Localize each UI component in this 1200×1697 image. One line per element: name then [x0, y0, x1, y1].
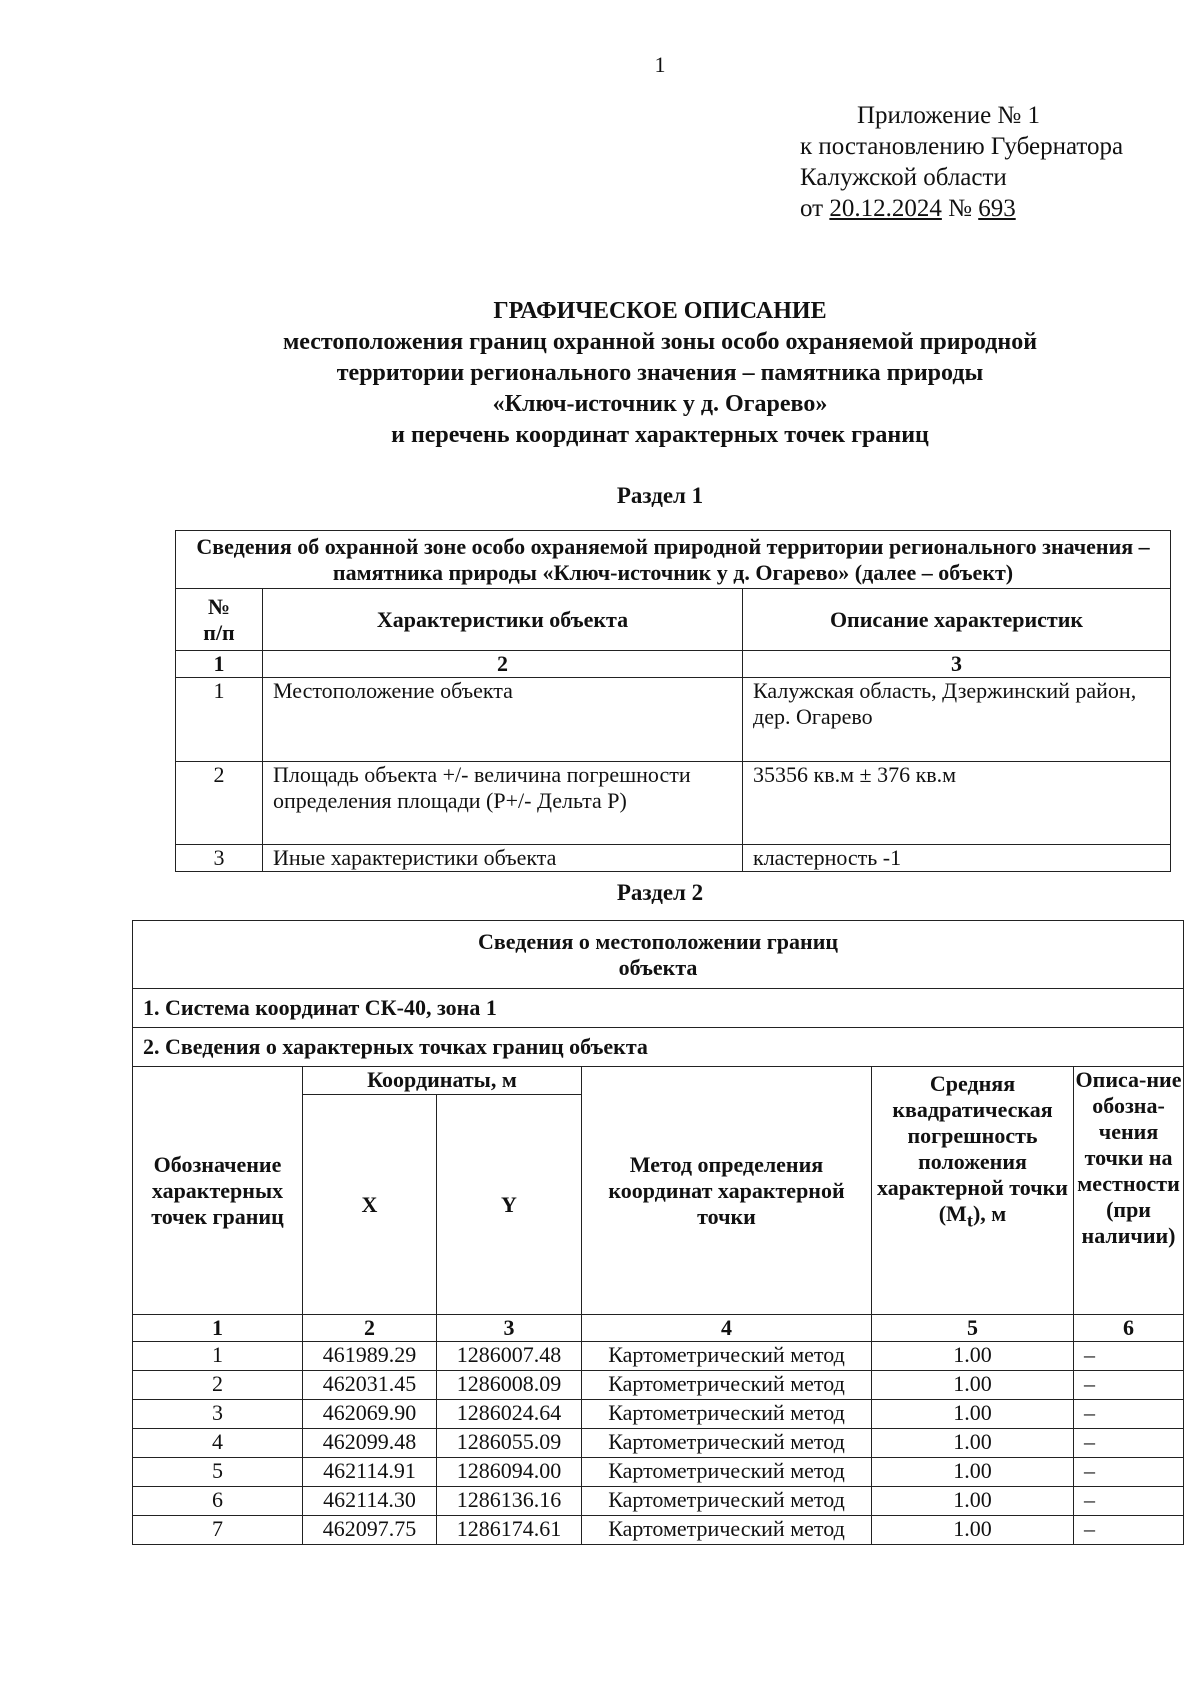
characteristic: Местоположение объекта — [263, 678, 743, 762]
point-id: 1 — [133, 1342, 303, 1371]
col-index: 2 — [303, 1315, 437, 1342]
decree-number: 693 — [978, 195, 1016, 222]
coord-y: 1286094.00 — [437, 1458, 582, 1487]
col-x-header: X — [303, 1095, 437, 1315]
appendix-line-2: к постановлению Губернатора — [800, 133, 1124, 160]
description-line: кластерность -1 — [753, 845, 902, 870]
document-title — [200, 296, 1120, 451]
coord-y: 1286055.09 — [437, 1429, 582, 1458]
col-index: 6 — [1074, 1315, 1184, 1342]
error-value: 1.00 — [872, 1458, 1074, 1487]
error-value: 1.00 — [872, 1400, 1074, 1429]
appendix-line-3: Калужской области — [800, 164, 1007, 191]
point-description: – — [1074, 1487, 1184, 1516]
characteristic: Площадь объекта +/- величина погрешности определения площади (P+/- Дельта P) — [263, 762, 743, 845]
col-error-unit: ), м — [972, 1201, 1007, 1226]
coord-y: 1286008.09 — [437, 1371, 582, 1400]
table-row — [133, 1342, 1184, 1371]
col-desc-header: Описание характеристик — [743, 589, 1171, 651]
col-coords-header: Координаты, м — [303, 1067, 582, 1095]
col-index: 3 — [437, 1315, 582, 1342]
error-value: 1.00 — [872, 1487, 1074, 1516]
appendix-line-1: Приложение № 1 — [857, 102, 1041, 129]
coord-y: 1286174.61 — [437, 1516, 582, 1545]
section-2-header-line: Сведения о местоположении границ — [477, 928, 839, 954]
title-line-2: местоположения границ охранной зоны особо охраняемой природной — [282, 329, 1038, 355]
table-row — [133, 1458, 1184, 1487]
table-row — [176, 845, 1171, 872]
point-id: 7 — [133, 1516, 303, 1545]
point-id: 5 — [133, 1458, 303, 1487]
date-prefix: от — [800, 195, 830, 222]
method: Картометрический метод — [582, 1400, 872, 1429]
coord-y: 1286136.16 — [437, 1487, 582, 1516]
point-id: 6 — [133, 1487, 303, 1516]
description — [743, 678, 1171, 762]
coord-x: 462097.75 — [303, 1516, 437, 1545]
number-prefix: № — [941, 195, 979, 222]
row-number: 1 — [176, 678, 263, 762]
description — [743, 762, 1171, 845]
method: Картометрический метод — [582, 1342, 872, 1371]
coord-y: 1286024.64 — [437, 1400, 582, 1429]
title-line-1: ГРАФИЧЕСКОЕ ОПИСАНИЕ — [493, 298, 827, 324]
point-description: – — [1074, 1400, 1184, 1429]
section-2-table — [132, 920, 1184, 1545]
col-error-text: Средняя квадратическая погрешность положения характерной точки (M — [877, 1071, 1068, 1226]
table-row — [133, 1487, 1184, 1516]
table-row — [133, 1400, 1184, 1429]
description-line: Калужская область, Дзержинский район, — [753, 678, 1137, 703]
point-id: 3 — [133, 1400, 303, 1429]
description — [743, 845, 1171, 872]
col-char-header: Характеристики объекта — [263, 589, 743, 651]
error-value: 1.00 — [872, 1342, 1074, 1371]
point-id: 4 — [133, 1429, 303, 1458]
col-method-header: Метод определения координат характерной точки — [582, 1067, 872, 1315]
point-description: – — [1074, 1371, 1184, 1400]
points-title: 2. Сведения о характерных точках границ объекта — [133, 1028, 1184, 1067]
section-1-header: Сведения об охранной зоне особо охраняемой природной территории регионального значения – памятника природы «Ключ-источник у д. Огарево» (далее – объект) — [176, 531, 1171, 589]
error-value: 1.00 — [872, 1429, 1074, 1458]
point-id: 2 — [133, 1371, 303, 1400]
col-error-sub: t — [966, 1210, 973, 1231]
method: Картометрический метод — [582, 1458, 872, 1487]
coord-x: 462114.30 — [303, 1487, 437, 1516]
col-num-header — [176, 589, 263, 651]
coordinate-system: 1. Система координат СК-40, зона 1 — [133, 989, 1184, 1028]
method: Картометрический метод — [582, 1516, 872, 1545]
characteristic: Иные характеристики объекта — [263, 845, 743, 872]
table-row — [176, 678, 1171, 762]
coord-x: 462099.48 — [303, 1429, 437, 1458]
description-line: дер. Огарево — [753, 704, 873, 729]
coord-x: 461989.29 — [303, 1342, 437, 1371]
method: Картометрический метод — [582, 1487, 872, 1516]
col-point-header: Обозначение характерных точек границ — [133, 1067, 303, 1315]
page-number: 1 — [654, 52, 666, 77]
error-value: 1.00 — [872, 1516, 1074, 1545]
point-description: – — [1074, 1516, 1184, 1545]
table-row — [133, 1429, 1184, 1458]
row-number: 2 — [176, 762, 263, 845]
col-index: 2 — [263, 651, 743, 678]
point-description: – — [1074, 1342, 1184, 1371]
col-index: 4 — [582, 1315, 872, 1342]
title-line-4: «Ключ-источник у д. Огарево» — [492, 391, 828, 417]
col-num-header-a: № — [207, 593, 231, 619]
coord-y: 1286007.48 — [437, 1342, 582, 1371]
appendix-date-line — [800, 193, 1123, 224]
coord-x: 462031.45 — [303, 1371, 437, 1400]
col-index: 1 — [133, 1315, 303, 1342]
title-line-5: и перечень координат характерных точек границ — [391, 422, 929, 448]
col-error-header — [872, 1067, 1074, 1315]
error-value: 1.00 — [872, 1371, 1074, 1400]
table-row — [133, 1371, 1184, 1400]
title-line-3: территории регионального значения – памятника природы — [336, 360, 984, 386]
section-2-header-line: объекта — [618, 954, 698, 980]
point-description: – — [1074, 1458, 1184, 1487]
table-row — [176, 762, 1171, 845]
section-2-label: Раздел 2 — [616, 880, 704, 905]
section-1-label: Раздел 1 — [616, 483, 704, 508]
method: Картометрический метод — [582, 1371, 872, 1400]
section-2-header — [133, 921, 1184, 989]
col-index: 1 — [176, 651, 263, 678]
col-index: 5 — [872, 1315, 1074, 1342]
col-y-header: Y — [437, 1095, 582, 1315]
coord-x: 462114.91 — [303, 1458, 437, 1487]
table-row — [133, 1516, 1184, 1545]
col-index: 3 — [743, 651, 1171, 678]
section-1-table — [175, 530, 1171, 872]
coord-x: 462069.90 — [303, 1400, 437, 1429]
decree-date: 20.12.2024 — [829, 195, 942, 222]
col-desc-header: Описа-ние обозна-чения точки на местности (при наличии) — [1074, 1067, 1184, 1315]
method: Картометрический метод — [582, 1429, 872, 1458]
point-description: – — [1074, 1429, 1184, 1458]
description-line: 35356 кв.м ± 376 кв.м — [753, 762, 957, 787]
col-num-header-b: п/п — [203, 619, 235, 645]
row-number: 3 — [176, 845, 263, 872]
appendix-block — [800, 100, 1123, 224]
